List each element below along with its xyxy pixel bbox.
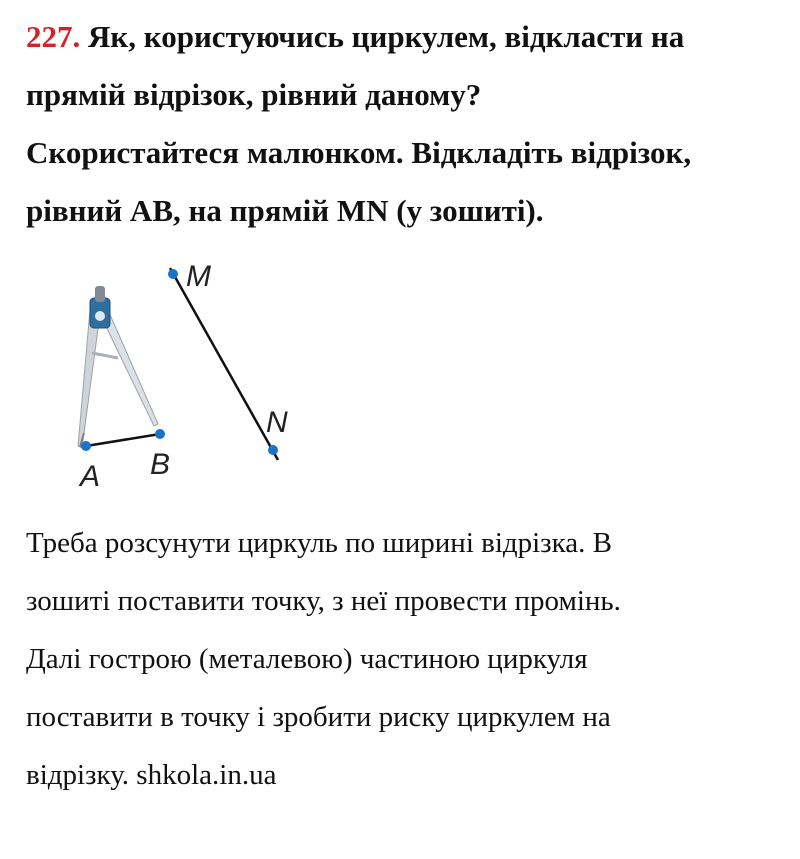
point-m (168, 269, 178, 279)
answer-line-2: зошиті поставити точку, з неї провести промінь. (26, 585, 621, 617)
question-line-1 (26, 8, 786, 66)
figure-svg (60, 258, 320, 498)
question-number: 227. (26, 19, 81, 54)
answer-line-3: Далі гострою (металевою) частиною циркуля (26, 643, 588, 675)
point-a (81, 441, 91, 451)
answer-line-1: Треба розсунути циркуль по ширині відрізка. В (26, 527, 613, 559)
segment-ab (86, 434, 160, 446)
question-text-1: Як, користуючись циркулем, відкласти на (88, 19, 685, 54)
question-line-3: Скористайтеся малюнком. Відкладіть відрізок, (26, 135, 692, 170)
question-block (26, 8, 786, 240)
compass-figure (60, 258, 320, 498)
point-b (155, 429, 165, 439)
point-n (268, 445, 278, 455)
line-mn (170, 268, 278, 460)
label-m: M (186, 260, 211, 293)
answer-block (26, 514, 786, 804)
answer-line-4: поставити в точку і зробити риску циркулем на (26, 701, 611, 733)
compass-icon (78, 286, 158, 448)
label-a: A (80, 460, 101, 493)
question-line-4: рівний АВ, на прямій MN (у зошиті). (26, 193, 544, 228)
label-b: B (150, 448, 171, 481)
question-line-2: прямій відрізок, рівний даному? (26, 77, 482, 112)
label-n: N (266, 406, 288, 439)
answer-line-5: відрізку. shkola.in.ua (26, 759, 277, 791)
